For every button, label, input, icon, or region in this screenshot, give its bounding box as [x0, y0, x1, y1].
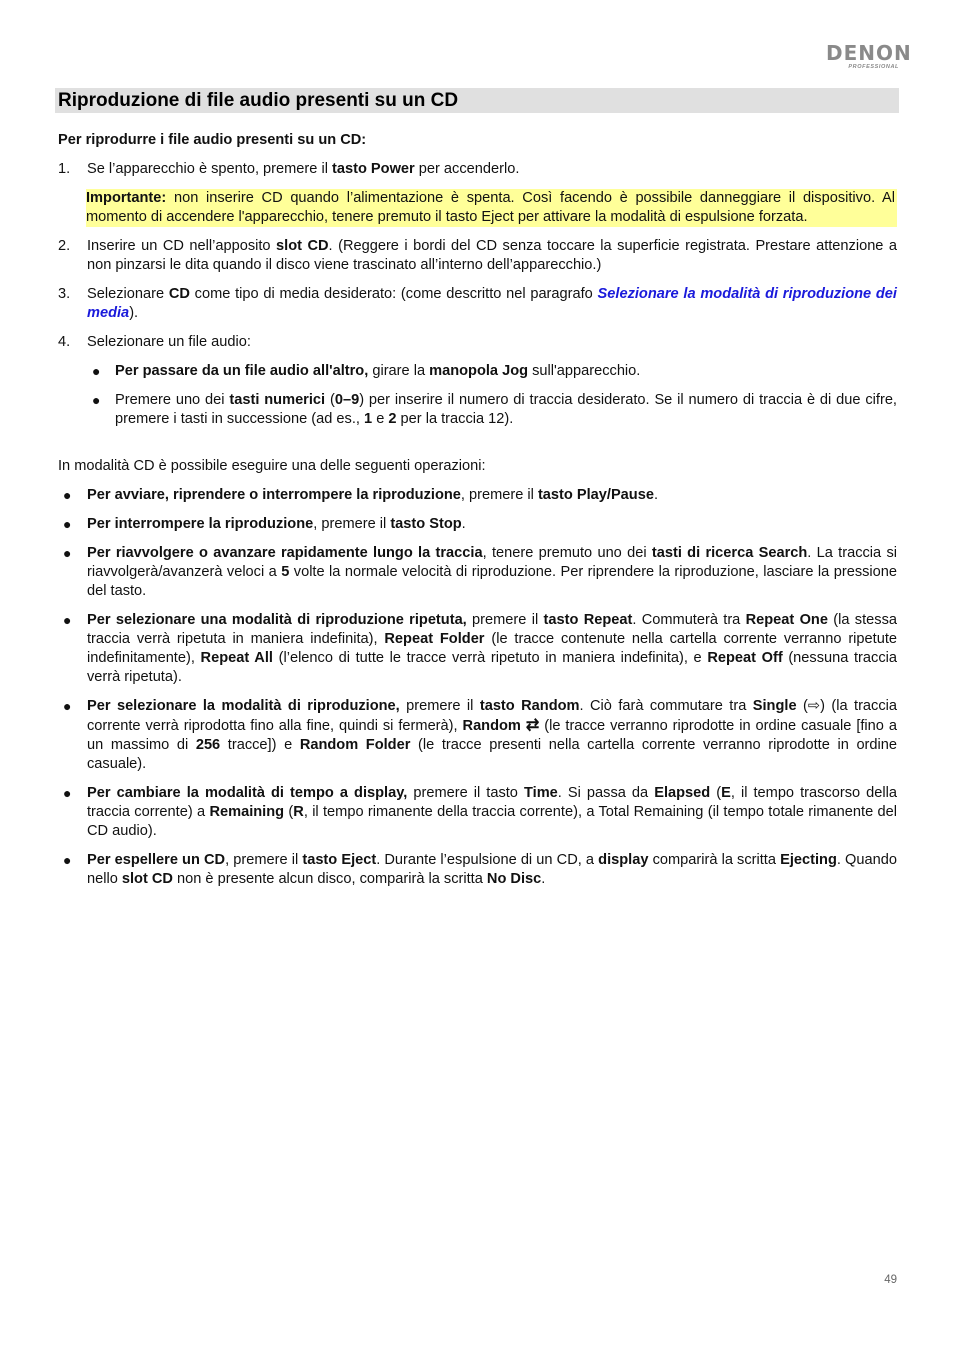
list-item: ● Per espellere un CD, premere il tasto Eject. Durante l’espulsione di un CD, a display comparirà la scritta Ejecting. Quando nello slot CD non è presente alcun disco, comparirà la scritta No Disc.: [63, 852, 897, 887]
list-item: ● Premere uno dei tasti numerici (0–9) per inserire il numero di traccia desiderato. Se il numero di traccia è di due cifre, premere i tasti in successione (ad es., 1 e 2 per la traccia 12).: [92, 392, 897, 427]
bullet-icon: ●: [63, 516, 72, 532]
section-title: Riproduzione di file audio presenti su un CD: [55, 88, 899, 113]
list-item: ● Per selezionare una modalità di riproduzione ripetuta, premere il tasto Repeat. Commuterà tra Repeat One (la stessa traccia verrà ripetuta in maniera indefinita), Repeat Folder (le tracce contenute nella cartella corrente verranno ripetute indefinitamente), Repeat All (l’elenco di tutte le tracce verrà ripetuto in maniera indefinita), e Repeat Off (nessuna traccia verrà ripetuta).: [63, 612, 897, 685]
step-3: 3. Selezionare CD come tipo di media desiderato: (come descritto nel paragrafo Selezionare la modalità di riproduzione dei media).: [58, 286, 897, 321]
bullet-icon: ●: [63, 545, 72, 561]
page-number: 49: [884, 1274, 897, 1286]
important-note: [86, 189, 897, 227]
brand-subtitle: PROFESSIONAL: [848, 64, 899, 70]
note-label: Importante:: [86, 190, 167, 206]
cross-reference-link[interactable]: Selezionare la modalità di riproduzione dei media: [87, 286, 897, 321]
step-2: 2. Inserire un CD nell’apposito slot CD. (Reggere i bordi del CD senza toccare la superficie registrata. Prestare attenzione a non pinzarsi le dita quando il disco viene trascinato all’interno dell’apparecchio.): [58, 238, 898, 273]
step-number: 1.: [58, 161, 71, 177]
list-item: ● Per riavvolgere o avanzare rapidamente lungo la traccia, tenere premuto uno dei tasti di ricerca Search. La traccia si riavvolgerà/avanzerà veloci a 5 volte la normale velocità di riproduzione. Per riprendere la riproduzione, lasciare la pressione del tasto.: [63, 545, 898, 599]
list-item: ● Per avviare, riprendere o interrompere la riproduzione, premere il tasto Play/Pause.: [63, 487, 659, 503]
brand-name: DENON: [826, 41, 912, 65]
list-item: ● Per passare da un file audio all'altro, girare la manopola Jog sull'apparecchio.: [92, 363, 641, 379]
list-item: ● Per selezionare la modalità di riproduzione, premere il tasto Random. Ciò farà commutare tra Single (⇨) (la traccia corrente verrà riprodotta fino alla fine, quindi si fermerà), Random ⇄ (le tracce verranno riprodotte in ordine casuale [fino a un massimo di 256 tracce]) e Random Folder (le tracce presenti nella cartella corrente verranno riprodotte in ordine casuale).: [63, 698, 898, 772]
operations-list: [58, 486, 897, 889]
step-1: 1. Se l’apparecchio è spento, premere il tasto Power per accenderlo.: [58, 161, 520, 177]
procedure-heading: Per riprodurre i file audio presenti su un CD:: [58, 132, 367, 148]
single-arrow-icon: ⇨: [807, 698, 821, 714]
bullet-icon: ●: [63, 698, 72, 714]
list-item: ● Per cambiare la modalità di tempo a display, premere il tasto Time. Si passa da Elapsed (E, il tempo trascorso della traccia corrente) a Remaining (R, il tempo rimanente della traccia corrente), a Total Remaining (il tempo totale rimanente del CD audio).: [63, 785, 897, 839]
step-number: 4.: [58, 334, 71, 350]
step-4-options: [87, 362, 897, 429]
page-content: [58, 131, 897, 899]
bullet-icon: ●: [92, 392, 101, 408]
shuffle-icon: ⇄: [525, 717, 540, 734]
step-number: 3.: [58, 286, 71, 302]
bullet-icon: ●: [63, 487, 72, 503]
step-4: 4. Selezionare un file audio:: [58, 334, 251, 350]
bullet-icon: ●: [92, 363, 101, 379]
bullet-icon: ●: [63, 612, 72, 628]
bullet-icon: ●: [63, 785, 72, 801]
note-text: non inserire CD quando l’alimentazione è spenta. Così facendo è possibile danneggiare il dispositivo. Al momento di accendere l'apparecchio, tenere premuto il tasto Eject per attivare la modalità di espulsione forzata.: [86, 190, 895, 225]
step-number: 2.: [58, 238, 71, 254]
operations-intro: In modalità CD è possibile eseguire una delle seguenti operazioni:: [58, 458, 486, 474]
brand-logo: [826, 41, 912, 70]
bullet-icon: ●: [63, 852, 72, 868]
list-item: ● Per interrompere la riproduzione, premere il tasto Stop.: [63, 516, 466, 532]
